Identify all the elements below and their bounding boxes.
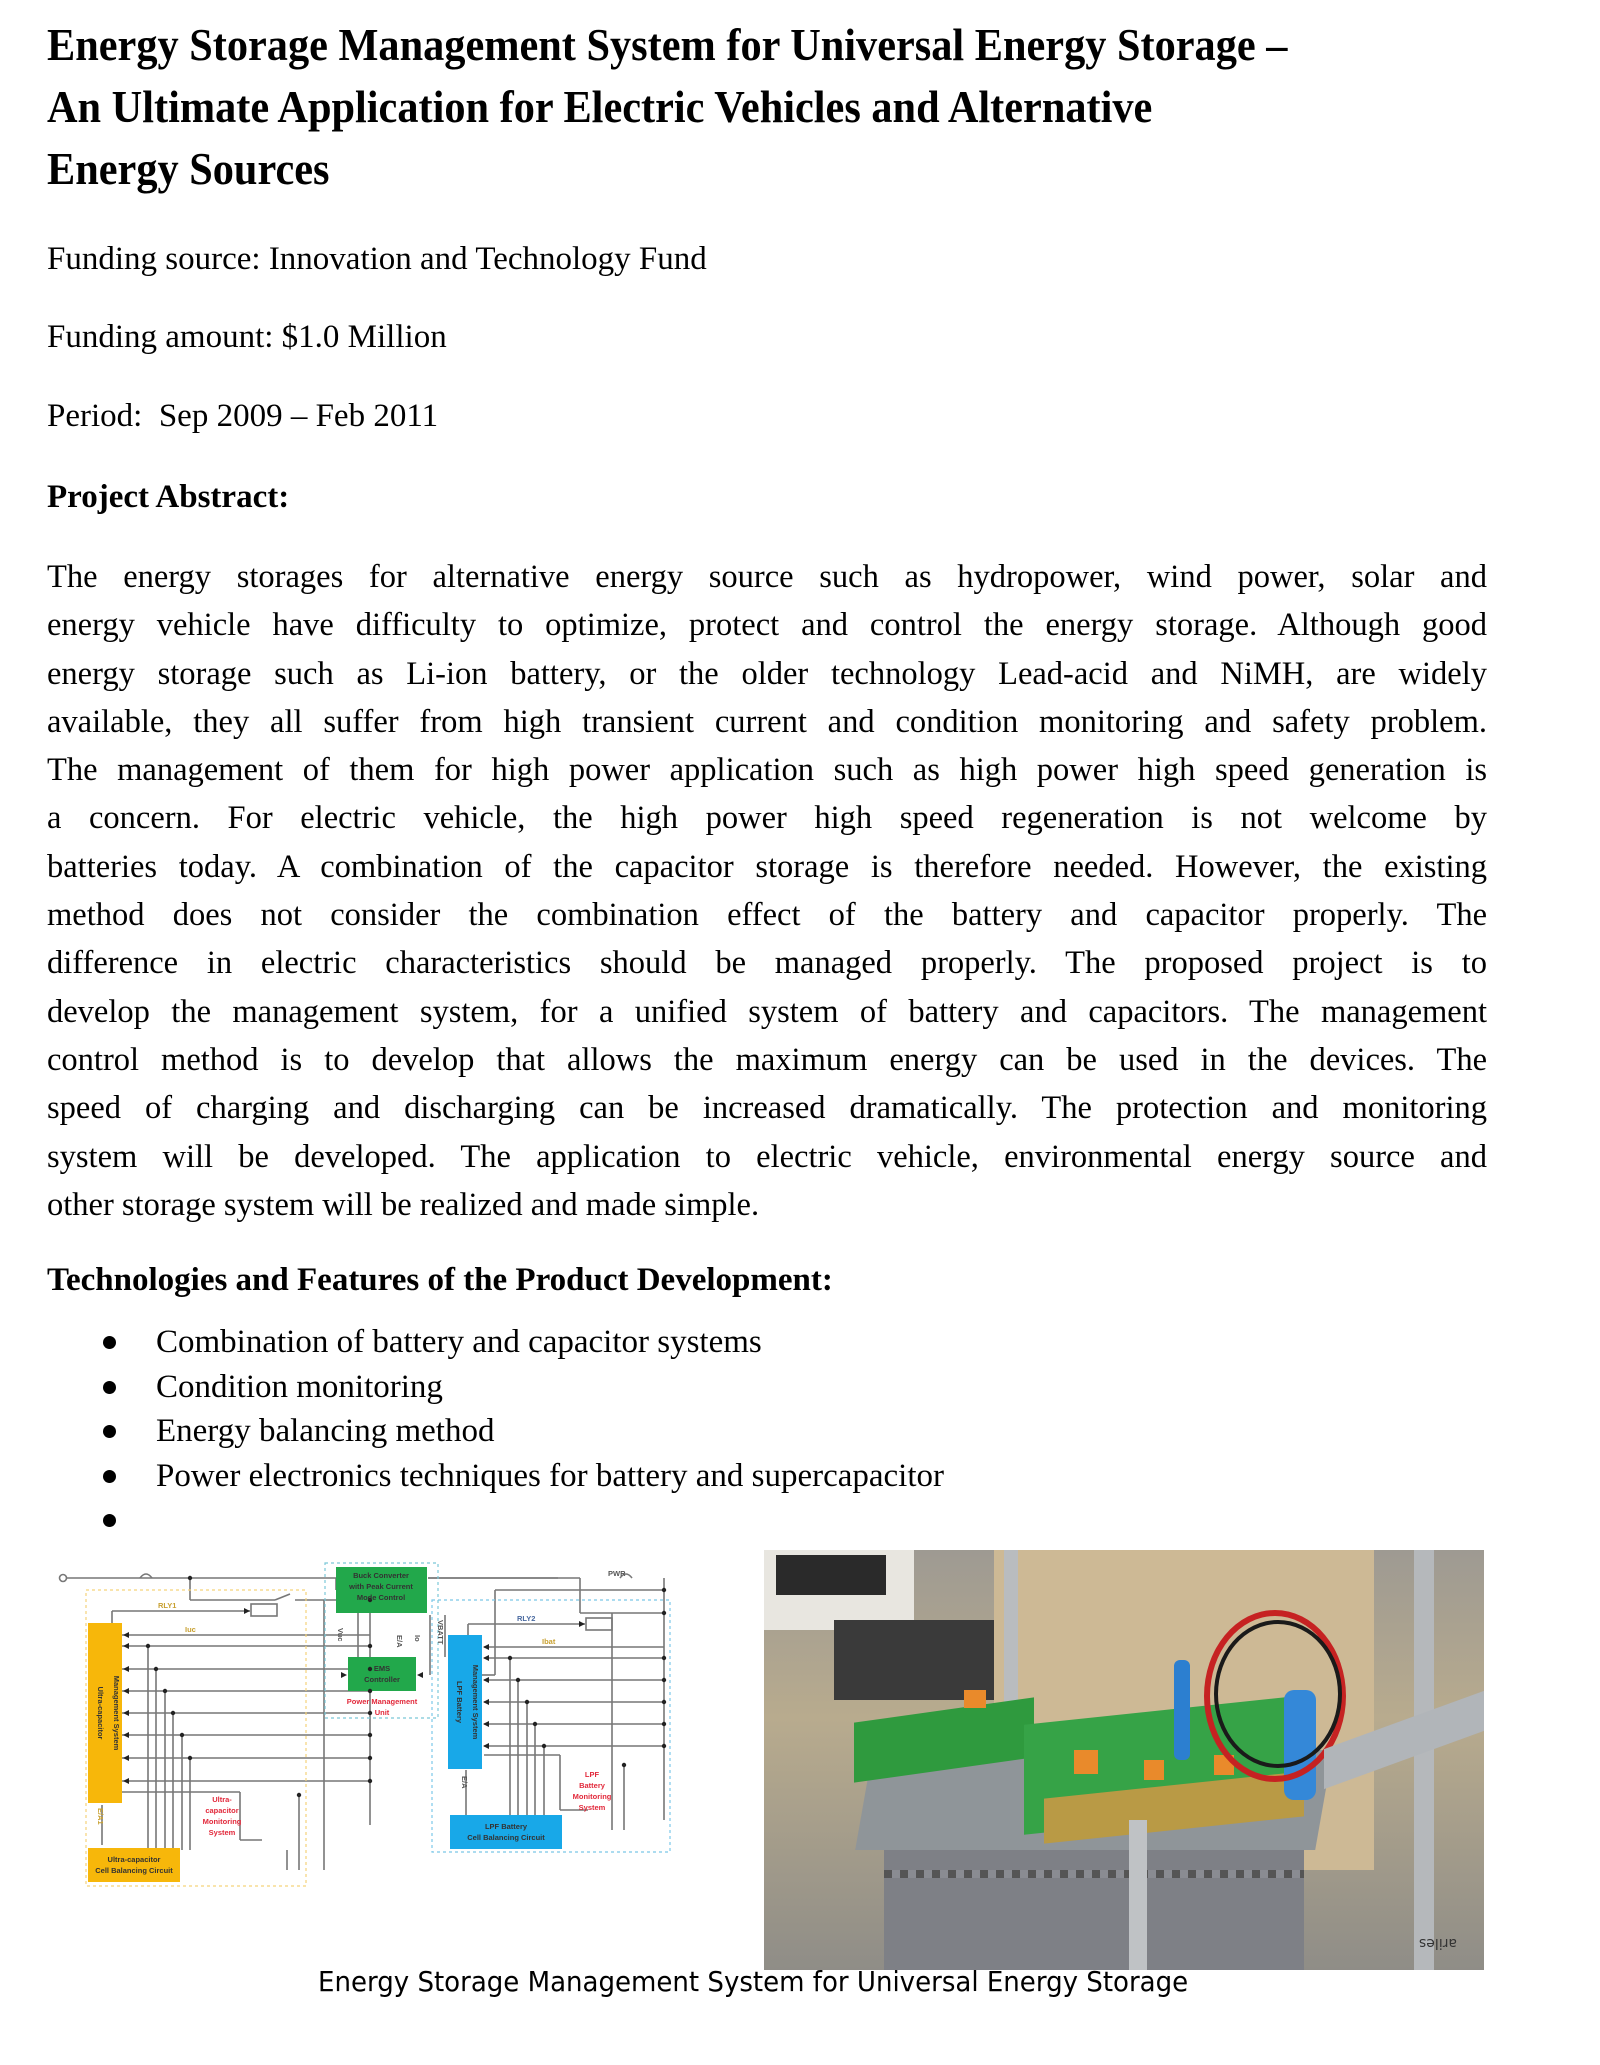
pwr-label: PWR (608, 1569, 626, 1578)
junction-dot (542, 1744, 546, 1748)
prototype-photo (764, 1550, 1484, 1970)
photo-orange-part (1144, 1760, 1164, 1780)
lpf-monitor-label-1: LPF (584, 1770, 600, 1779)
photo-battery-vents (884, 1870, 1304, 1878)
photo-frame-post (1129, 1820, 1147, 1970)
arrow-icon (123, 1643, 129, 1649)
photo-black-cables (1214, 1620, 1342, 1768)
lpf-balance-label-1: LPF Battery (484, 1822, 528, 1831)
rly2-label: RLY2 (517, 1614, 536, 1623)
io-label: Io (413, 1635, 422, 1642)
arrow-icon (123, 1666, 129, 1672)
junction-dot (516, 1678, 520, 1682)
features-list (0, 1320, 1200, 1543)
junction-dot (368, 1756, 372, 1760)
junction-dot (368, 1711, 372, 1715)
photo-watermark: ariles (1419, 1935, 1458, 1951)
rly1-label: RLY1 (158, 1601, 177, 1610)
arrow-icon (483, 1699, 489, 1705)
uc-balance-label-2: Cell Balancing Circuit (95, 1866, 173, 1875)
photo-orange-part (964, 1690, 986, 1708)
junction-dot (662, 1611, 666, 1615)
lpf-monitor-label-2: Battery (579, 1781, 605, 1790)
buck-label-2: with Peak Current (349, 1582, 413, 1591)
photo-capacitor (1174, 1660, 1190, 1760)
arrow-icon (123, 1778, 129, 1784)
arrow-icon (123, 1732, 129, 1738)
uc-monitor-label-2: capacitor (205, 1806, 239, 1815)
abstract-line: control method is to develop that allows the maximum energy can be used in the devices. The (47, 1041, 1487, 1078)
pmu-label-2: Unit (374, 1708, 390, 1717)
lpf-balance-label-2: Cell Balancing Circuit (467, 1833, 545, 1842)
lpf-balance-block (450, 1815, 562, 1849)
photo-orange-part (1074, 1750, 1098, 1774)
title-line-3: Energy Sources (47, 143, 330, 194)
ems-label-1: EMS (373, 1664, 391, 1673)
document-title (47, 14, 1390, 200)
photo-frame-post (1414, 1550, 1434, 1970)
abstract-line: energy vehicle have difficulty to optimize, protect and control the energy storage. Although good (47, 607, 1487, 644)
lpf-monitor-label-3: Monitoring (572, 1792, 612, 1801)
feature-item (0, 1409, 1200, 1454)
arrow-icon (123, 1688, 129, 1694)
uc-monitor-label-4: System (208, 1828, 236, 1837)
junction-dot (297, 1793, 301, 1797)
ea1-label: E/A1 (96, 1808, 105, 1825)
abstract-line: other storage system will be realized and made simple. (47, 1186, 760, 1223)
buck-label-3: Mode Control (356, 1593, 406, 1602)
abstract-line: system will be developed. The application to electric vehicle, environmental energy source and (47, 1138, 1487, 1175)
junction-dot (368, 1689, 372, 1693)
abstract-line: The energy storages for alternative energy source such as hydropower, wind power, solar and (47, 559, 1487, 595)
abstract-line: difference in electric characteristics should be managed properly. The proposed project is to (47, 945, 1487, 982)
buck-label-1: Buck Converter (353, 1571, 409, 1580)
circuit-diagram (40, 1540, 680, 1900)
arrow-icon (244, 1608, 250, 1614)
photo-batteries (884, 1850, 1304, 1970)
vuc-label: Vuc (336, 1628, 345, 1642)
junction-dot (146, 1644, 150, 1648)
ems-label-2: Controller (364, 1675, 400, 1684)
photo-monitor-screen (776, 1555, 886, 1595)
ems-controller-block (348, 1657, 416, 1691)
feature-text: Energy balancing method (156, 1413, 495, 1449)
figure-caption: Energy Storage Management System for Universal Energy Storage (318, 1965, 1189, 1998)
arrow-icon (483, 1677, 489, 1683)
ibat-label: Ibat (542, 1637, 556, 1646)
feature-text: Condition monitoring (156, 1368, 443, 1405)
junction-dot (508, 1656, 512, 1660)
junction-dot (662, 1744, 666, 1748)
lpf-mgmt-label-1: LPF Battery (455, 1680, 464, 1724)
arrow-icon (483, 1644, 489, 1650)
abstract-line: a concern. For electric vehicle, the high power high speed regeneration is not welcome by (47, 800, 1487, 837)
arrow-icon (123, 1755, 129, 1761)
junction-dot (622, 1763, 626, 1767)
ea2-label: E/A (460, 1776, 469, 1789)
photo-equipment (834, 1620, 994, 1700)
feature-text: Power electronics techniques for battery and supercapacitor (156, 1457, 945, 1494)
abstract-paragraph (47, 553, 1487, 1229)
uc-monitor-label-3: Monitoring (202, 1817, 242, 1826)
junction-dot (533, 1722, 537, 1726)
abstract-line: method does not consider the combination effect of the battery and capacitor properly. The (47, 897, 1487, 934)
uc-mgmt-label-1: Ultra-capacitor (96, 1686, 105, 1740)
bullet-icon (103, 1336, 116, 1349)
abstract-line: energy storage such as Li-ion battery, or the older technology Lead-acid and NiMH, are widely (47, 655, 1487, 692)
bullet-icon (103, 1470, 116, 1483)
arrow-icon (483, 1721, 489, 1727)
junction-dot (188, 1756, 192, 1760)
junction-dot (368, 1779, 372, 1783)
arrow-icon (579, 1621, 585, 1627)
funding-source: Funding source: Innovation and Technology Fund (47, 241, 707, 277)
arrow-icon (417, 1672, 423, 1678)
feature-item (0, 1454, 1200, 1499)
abstract-line: batteries today. A combination of the capacitor storage is therefore needed. However, the existing (47, 848, 1487, 885)
abstract-line: available, they all suffer from high transient current and condition monitoring and safety problem. (47, 703, 1487, 740)
junction-dot (188, 1576, 192, 1580)
abstract-line: develop the management system, for a unified system of battery and capacitors. The management (47, 993, 1487, 1030)
project-period: Period: Sep 2009 – Feb 2011 (47, 398, 439, 434)
funding-amount: Funding amount: $1.0 Million (47, 319, 447, 355)
lpf-mgmt-label-2: Management System (471, 1664, 480, 1740)
feature-item-empty (0, 1498, 1200, 1543)
bullet-icon (103, 1425, 116, 1438)
uc-balance-label-1: Ultra-capacitor (107, 1855, 161, 1864)
ea-label: E/A (395, 1635, 404, 1648)
junction-dot (525, 1700, 529, 1704)
title-line-2: An Ultimate Application for Electric Vehicles and Alternative (47, 81, 1153, 132)
junction-dot (662, 1656, 666, 1660)
iuc-label: Iuc (185, 1625, 196, 1634)
feature-item (0, 1365, 1200, 1410)
abstract-line: The management of them for high power application such as high power high speed generation is (47, 752, 1487, 789)
junction-dot (368, 1667, 372, 1671)
bullet-icon (103, 1514, 116, 1527)
uc-monitor-label-1: Ultra- (212, 1795, 232, 1804)
arrow-icon (483, 1743, 489, 1749)
junction-dot (154, 1667, 158, 1671)
junction-dot (163, 1689, 167, 1693)
pmu-label-1: Power Management (346, 1697, 418, 1706)
feature-text: Combination of battery and capacitor systems (156, 1324, 762, 1360)
uc-mgmt-label-2: Management System (112, 1675, 121, 1751)
uc-balance-block (88, 1848, 180, 1882)
junction-dot (368, 1733, 372, 1737)
vbatt-label: VBATT (436, 1620, 445, 1645)
junction-dot (662, 1700, 666, 1704)
feature-item (0, 1320, 1200, 1365)
title-line-1: Energy Storage Management System for Universal Energy Storage – (47, 19, 1288, 70)
arrow-icon (123, 1632, 129, 1638)
junction-dot (368, 1644, 372, 1648)
junction-dot (171, 1711, 175, 1715)
features-heading: Technologies and Features of the Product Development: (47, 1262, 833, 1298)
junction-dot (662, 1678, 666, 1682)
arrow-icon (483, 1655, 489, 1661)
lpf-monitor-label-4: System (578, 1803, 606, 1812)
arrow-icon (123, 1710, 129, 1716)
junction-dot (662, 1722, 666, 1726)
abstract-heading: Project Abstract: (47, 479, 290, 515)
junction-dot (180, 1733, 184, 1737)
abstract-line: speed of charging and discharging can be increased dramatically. The protection and monitoring (47, 1090, 1487, 1127)
bullet-icon (103, 1381, 116, 1394)
arrow-icon (341, 1672, 347, 1678)
junction-dot (662, 1588, 666, 1592)
